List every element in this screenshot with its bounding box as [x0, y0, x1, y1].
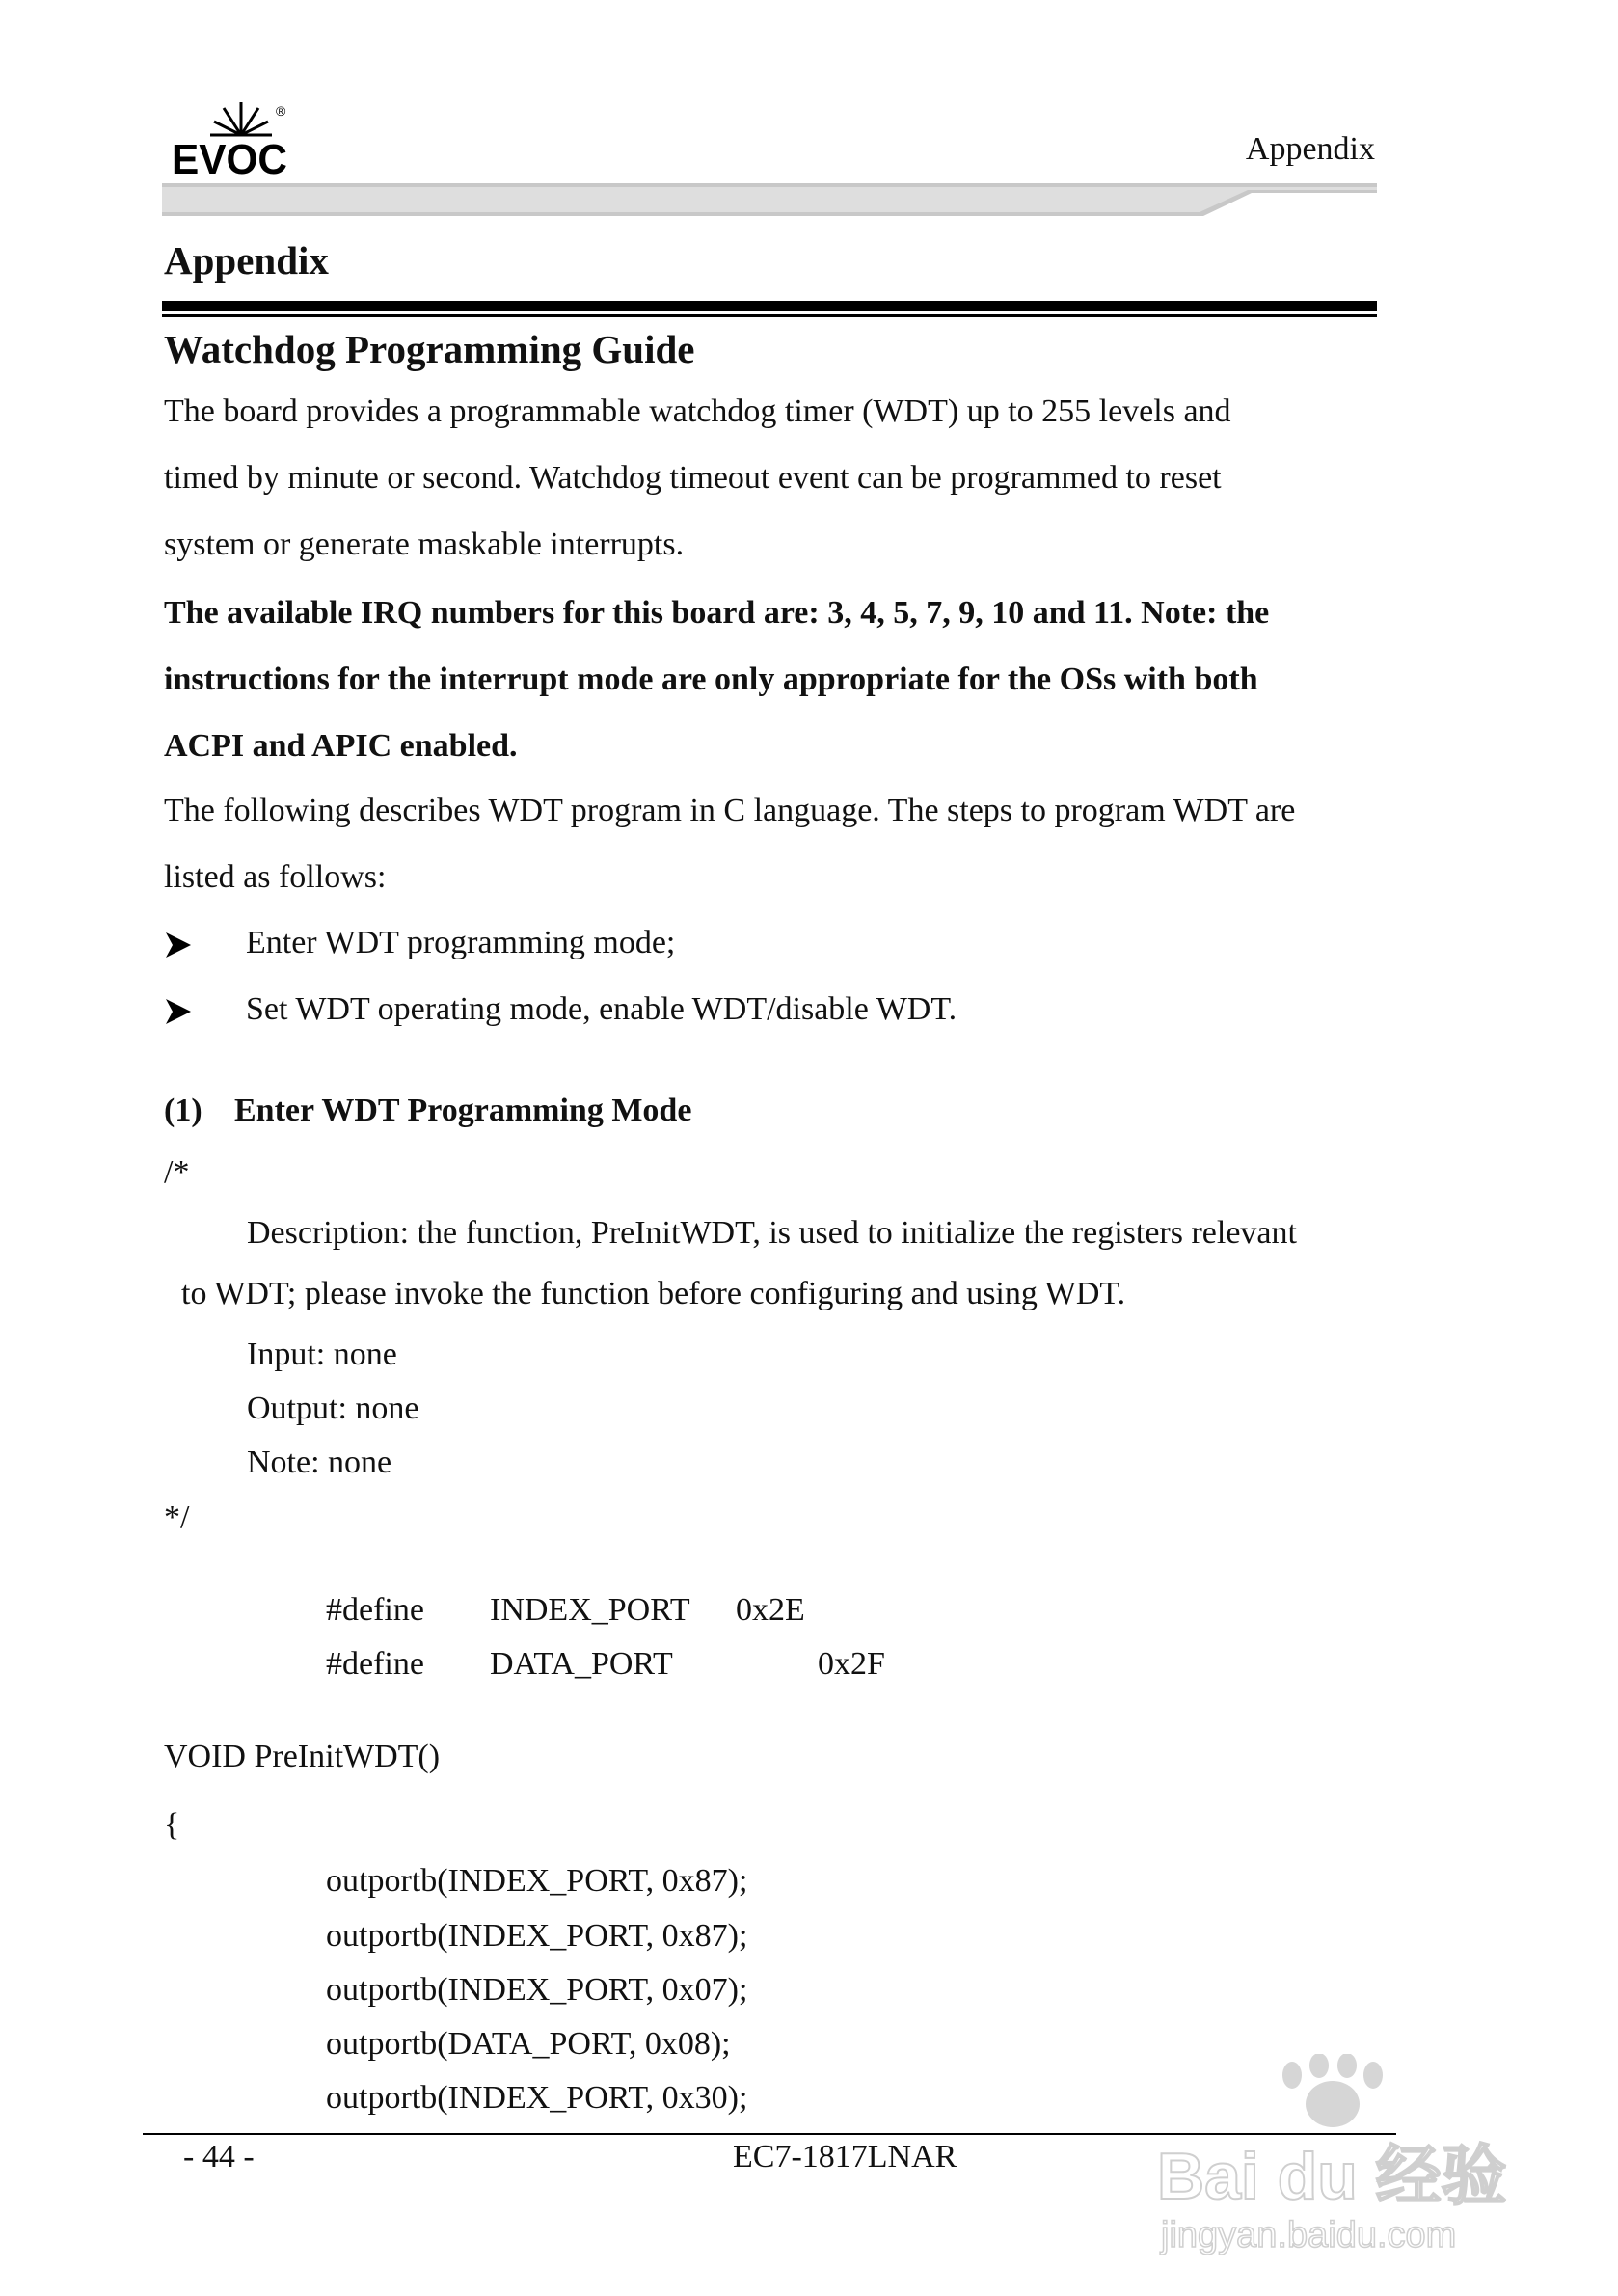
define-name: INDEX_PORT — [490, 1592, 690, 1628]
code-line: outportb(INDEX_PORT, 0x30); — [326, 2080, 748, 2116]
comment-output: Output: none — [247, 1391, 419, 1426]
define-keyword: #define — [326, 1646, 424, 1682]
header-band — [162, 183, 1377, 216]
comment-description: to WDT; please invoke the function before configuring and using WDT. — [181, 1276, 1126, 1311]
footer-model: EC7-1817LNAR — [733, 2139, 957, 2174]
arrow-bullet-icon — [164, 997, 193, 1026]
comment-close: */ — [164, 1499, 190, 1535]
open-brace: { — [164, 1807, 180, 1843]
list-item-text: Enter WDT programming mode; — [246, 925, 676, 960]
code-line: outportb(INDEX_PORT, 0x87); — [326, 1863, 748, 1899]
logo-burst-icon — [210, 102, 272, 135]
define-value: 0x2F — [818, 1646, 885, 1682]
intro-line: The board provides a programmable watchdog timer (WDT) up to 255 levels and — [164, 393, 1231, 429]
irq-note-line: instructions for the interrupt mode are only appropriate for the OSs with both — [164, 662, 1258, 697]
subsection-title: Enter WDT Programming Mode — [234, 1093, 692, 1128]
logo-registered-mark: ® — [276, 103, 286, 119]
header-section-label: Appendix — [1245, 131, 1375, 167]
code-line: outportb(INDEX_PORT, 0x87); — [326, 1918, 748, 1954]
intro-line: timed by minute or second. Watchdog timeout event can be programmed to reset — [164, 460, 1222, 496]
code-line: outportb(DATA_PORT, 0x08); — [326, 2026, 731, 2062]
watermark-url: jingyan.baidu.com — [1161, 2215, 1457, 2255]
steps-intro-line: The following describes WDT program in C language. The steps to program WDT are — [164, 793, 1296, 828]
evoc-logo — [162, 96, 297, 183]
subsection-number: (1) — [164, 1093, 202, 1128]
title-rule-thick — [162, 301, 1377, 311]
comment-input: Input: none — [247, 1337, 397, 1372]
define-keyword: #define — [326, 1592, 424, 1628]
define-value: 0x2E — [736, 1592, 805, 1628]
arrow-bullet-icon — [164, 931, 193, 959]
title-rule-thin — [162, 314, 1377, 317]
watermark-brand: Bai du 经验 — [1157, 2140, 1507, 2213]
page-title: Appendix — [164, 238, 329, 283]
paw-icon — [1282, 2054, 1383, 2127]
function-signature: VOID PreInitWDT() — [164, 1739, 441, 1774]
logo-wordmark: EVOC — [172, 136, 287, 183]
baidu-watermark — [1147, 2054, 1552, 2256]
irq-note-line: ACPI and APIC enabled. — [164, 728, 518, 764]
comment-note: Note: none — [247, 1445, 392, 1480]
intro-line: system or generate maskable interrupts. — [164, 527, 685, 562]
list-item-text: Set WDT operating mode, enable WDT/disable WDT. — [246, 991, 957, 1027]
define-name: DATA_PORT — [490, 1646, 673, 1682]
code-line: outportb(INDEX_PORT, 0x07); — [326, 1972, 748, 2008]
section-heading: Watchdog Programming Guide — [164, 327, 695, 371]
steps-intro-line: listed as follows: — [164, 859, 387, 895]
comment-open: /* — [164, 1154, 190, 1190]
irq-note-line: The available IRQ numbers for this board are: 3, 4, 5, 7, 9, 10 and 11. Note: the — [164, 595, 1270, 631]
page-number: - 44 - — [183, 2139, 255, 2174]
comment-description: Description: the function, PreInitWDT, is used to initialize the registers relevant — [247, 1215, 1297, 1251]
